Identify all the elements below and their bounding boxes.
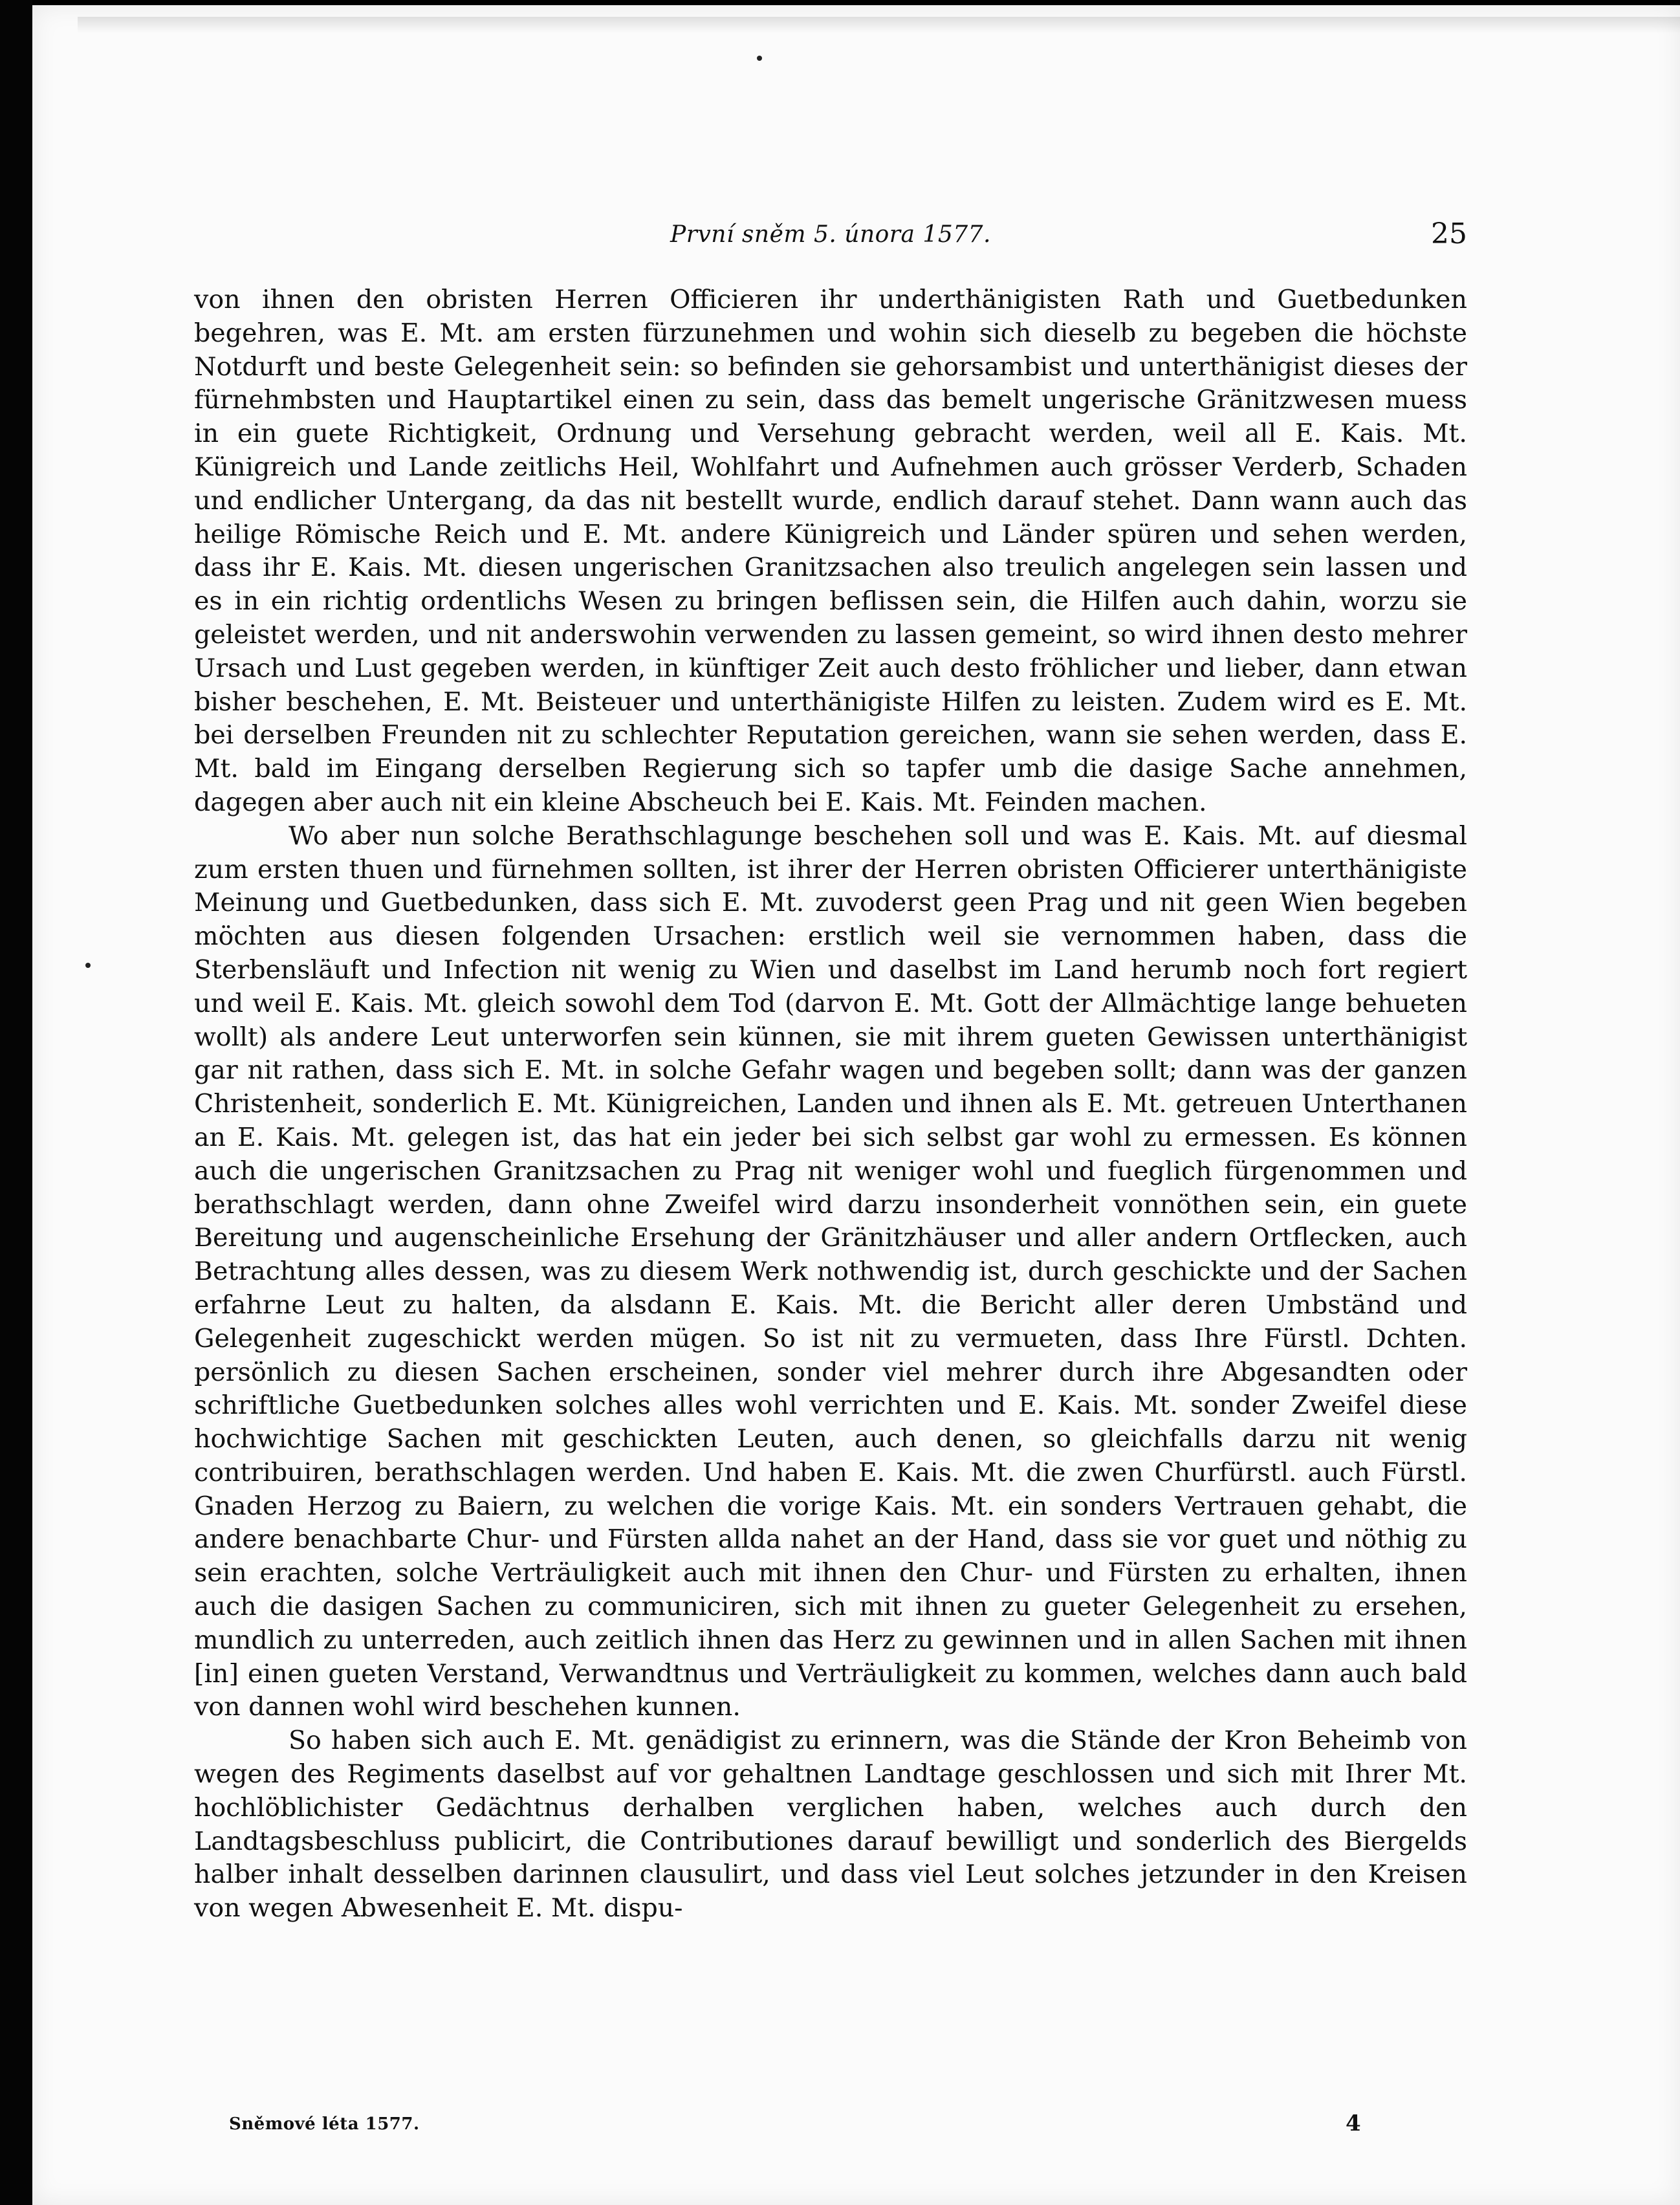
scan-speck: [757, 56, 762, 61]
scan-speck: [85, 963, 91, 968]
paragraph-1: von ihnen den obristen Herren Officieren ihr underthänigisten Rath und Guetbedunken begehren, was E. Mt. am ersten fürzunehmen und wohin sich dieselb zu begeben die höchste Notdurft und beste Gelegenheit sein: so befinden sie gehorsambist und unterthänigist dieses der fürnehmbsten und Hauptartikel einen zu sein, dass das bemelt ungerische Gränitzwesen muess in ein guete Richtigkeit, Ordnung und Versehung gebracht werden, weil all E. Kais. Mt. Künigreich und Lande zeitlichs Heil, Wohlfahrt und Aufnehmen auch grösser Verderb, Schaden und endlicher Untergang, da das nit bestellt wurde, endlich darauf stehet. Dann wann auch das heilige Römische Reich und E. Mt. andere Künigreich und Länder spüren und sehen werden, dass ihr E. Kais. Mt. diesen ungerischen Granitzsachen also treulich angelegen sein lassen und es in ein richtig ordentlichs Wesen zu bringen beflissen sein, die Hilfen auch dahin, worzu sie geleistet werden, und nit anderswohin verwenden zu lassen gemeint, so wird ihnen desto mehrer Ursach und Lust gegeben werden, in künftiger Zeit auch desto fröhlicher und lieber, dann etwan bisher beschehen, E. Mt. Beisteuer und unterthänigiste Hilfen zu leisten. Zudem wird es E. Mt. bei derselben Freunden nit zu schlechter Reputation gereichen, wann sie sehen werden, dass E. Mt. bald im Eingang derselben Regierung sich so tapfer umb die dasige Sache annehmen, dagegen aber auch nit ein kleine Abscheuch bei E. Kais. Mt. Feinden machen.: [194, 285, 1467, 817]
scan-shadow: [78, 17, 1680, 34]
body-text: [194, 283, 1467, 1925]
running-title: První sněm 5. února 1577.: [670, 221, 991, 248]
paragraph-2: Wo aber nun solche Berathschlagunge beschehen soll und was E. Kais. Mt. auf diesmal zum ersten thuen und fürnehmen sollten, ist ihrer der Herren obristen Officierer unterthänigiste Meinung und Guetbedunken, dass sich E. Mt. zuvoderst geen Prag und nit geen Wien begeben möchten aus diesen folgenden Ursachen: erstlich weil sie vernommen haben, dass die Sterbensläuft und Infection nit wenig zu Wien und daselbst im Land herumb noch fort regiert und weil E. Kais. Mt. gleich sowohl dem Tod (darvon E. Mt. Gott der Allmächtige lange behueten wollt) als andere Leut unterworfen sein künnen, sie mit ihrem gueten Gewissen unterthänigist gar nit rathen, dass sich E. Mt. in solche Gefahr wagen und begeben sollt; dann was der ganzen Christenheit, sonderlich E. Mt. Künigreichen, Landen und ihnen als E. Mt. getreuen Unterthanen an E. Kais. Mt. gelegen ist, das hat ein jeder bei sich selbst gar wohl zu ermessen. Es können auch die ungerischen Granitzsachen zu Prag nit weniger wohl und fueglich fürgenommen und berathschlagt werden, dann ohne Zweifel wird darzu insonderheit vonnöthen sein, ein guete Bereitung und augenscheinliche Ersehung der Gränitzhäuser und aller andern Ortflecken, auch Betrachtung alles dessen, was zu diesem Werk nothwendig ist, durch geschickte und der Sachen erfahrne Leut zu halten, da alsdann E. Kais. Mt. die Bericht aller deren Umbständ und Gelegenheit zugeschickt werden mügen. So ist nit zu vermueten, dass Ihre Fürstl. Dchten. persönlich zu diesen Sachen erscheinen, sonder viel mehrer durch ihre Abgesandten oder schriftliche Guetbedunken solches alles wohl verrichten und E. Kais. Mt. sonder Zweifel diese hochwichtige Sachen mit geschickten Leuten, auch denen, so gleichfalls darzu nit wenig contribuiren, berathschlagen werden. Und haben E. Kais. Mt. die zwen Churfürstl. auch Fürstl. Gnaden Herzog zu Baiern, zu welchen die vorige Kais. Mt. ein sonders Vertrauen gehabt, die andere benachbarte Chur- und Fürsten allda nahet an der Hand, dass sie vor guet und nöthig zu sein erachten, solche Verträuligkeit auch mit ihnen den Chur- und Fürsten zu erhalten, ihnen auch die dasigen Sachen zu communiciren, sich mit ihnen zu gueter Gelegenheit zu ersehen, mundlich zu unterreden, auch zeitlich ihnen das Herz zu gewinnen und in allen Sachen mit ihnen [in] einen gueten Verstand, Verwandtnus und Verträuligkeit zu kommen, welches dann auch bald von dannen wohl wird beschehen kunnen.: [194, 820, 1467, 1722]
scan-left-edge: [0, 0, 32, 2205]
sheet-number: 4: [1346, 2111, 1361, 2136]
signature-mark: Sněmové léta 1577.: [229, 2114, 420, 2134]
paragraph-3: So haben sich auch E. Mt. genädigist zu erinnern, was die Stände der Kron Beheimb von wegen des Regiments daselbst auf vor gehaltnen Landtage geschlossen und sich mit Ihrer Mt. hochlöblichister Gedächtnus derhalben verglichen haben, welches auch durch den Landtagsbeschluss publicirt, die Contributiones darauf bewilligt und sonderlich des Biergelds halber inhalt desselben darinnen clausulirt, und dass viel Leut solches jetzunder in den Kreisen von wegen Abwesenheit E. Mt. dispu-: [194, 1726, 1467, 1924]
page-number: 25: [1431, 217, 1467, 250]
page-footer: [194, 2111, 1467, 2147]
page-header: [194, 217, 1467, 256]
